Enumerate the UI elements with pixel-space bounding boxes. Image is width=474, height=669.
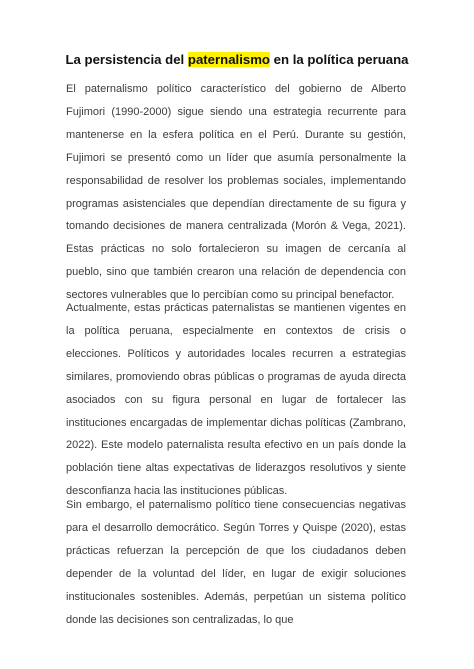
paragraph-1: El paternalismo político característico del gobierno de Alberto Fujimori (1990-2000) sigue siendo una estrategia recurrente para mantenerse en la esfera política en el Perú. Durante su gestión, Fujimori se presentó como un líder que asumía personalmente la responsabilidad de resolver los problemas sociales, implementando programas asistenciales que dependían directamente de su figura y tomando decisiones de manera centralizada (Morón & Vega, 2021). Estas prácticas no solo fortalecieron su imagen de cercanía al pueblo, sino que también crearon una relación de dependencia con sectores vulnerables que lo percibían como su principal benefactor. (66, 83, 406, 302)
document-title (0, 52, 474, 67)
title-text-after: en la política peruana (269, 52, 409, 67)
title-text-before: La persistencia del (65, 52, 188, 67)
title-highlighted-word: paternalismo (187, 52, 270, 67)
paragraph-2: Actualmente, estas prácticas paternalistas se mantienen vigentes en la política peruana, especialmente en contextos de crisis o elecciones. Políticos y autoridades locales recurren a estrategias similares, promoviendo obras públicas o programas de ayuda directa asociados con su figura personal en lugar de fortalecer las instituciones encargadas de implementar dichas políticas (Zambrano, 2022). Este modelo paternalista resulta efectivo en un país donde la población tiene altas expectativas de liderazgos resolutivos y siente desconfianza hacia las instituciones públicas. (66, 302, 406, 498)
paragraph-3: Sin embargo, el paternalismo político tiene consecuencias negativas para el desarrollo democrático. Según Torres y Quispe (2020), estas prácticas refuerzan la percepción de que los ciudadanos deben depender de la voluntad del líder, en lugar de exigir soluciones institucionales sostenibles. Además, perpetúan un sistema político donde las decisiones son centralizadas, lo que (66, 499, 406, 626)
